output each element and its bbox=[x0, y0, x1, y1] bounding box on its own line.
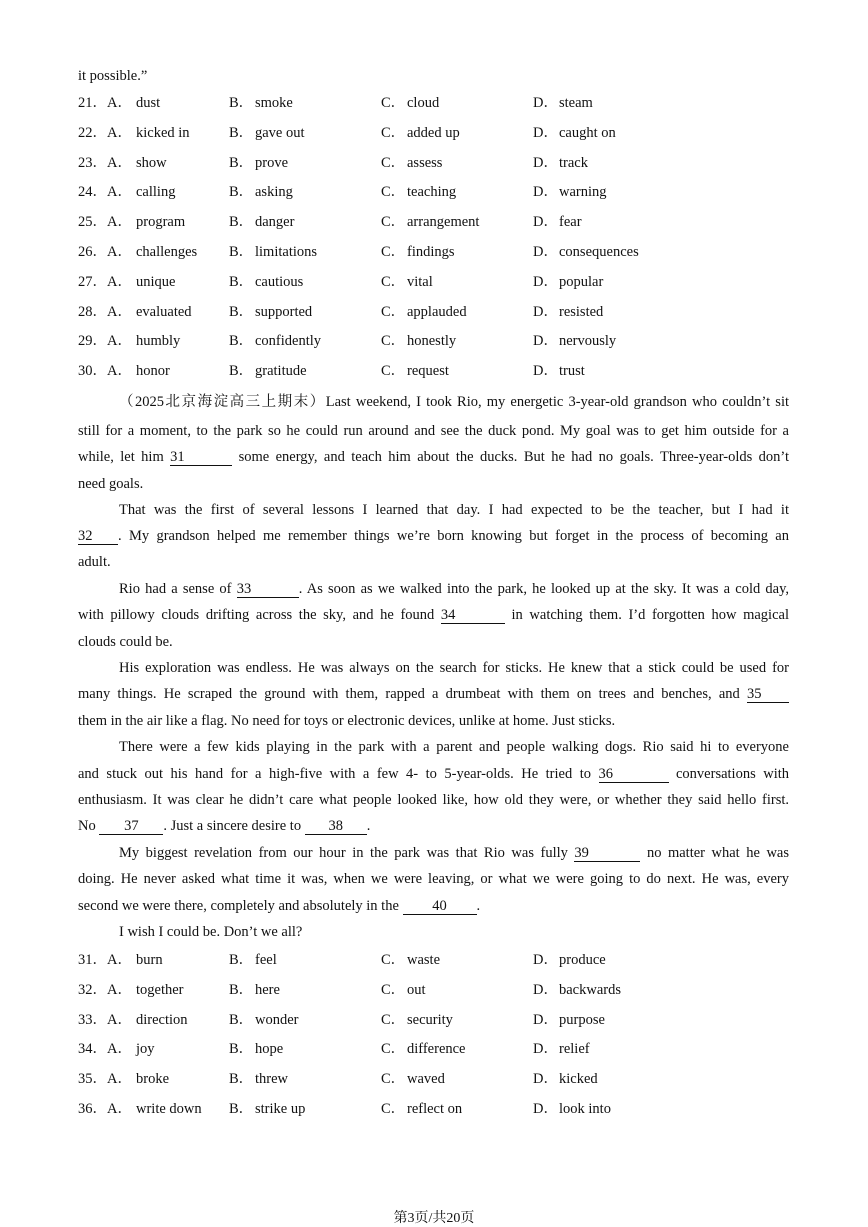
option-letter: A． bbox=[107, 1041, 132, 1058]
option-letter: B． bbox=[229, 363, 254, 380]
passage-line: doing. He never asked what time it was, when we were leaving, or what we were going to do next. He was, every bbox=[78, 871, 789, 887]
option-a: program bbox=[136, 214, 186, 231]
option-b: prove bbox=[255, 154, 289, 171]
option-b: supported bbox=[255, 303, 313, 320]
option-letter: A． bbox=[107, 981, 132, 998]
option-a: humbly bbox=[136, 333, 181, 350]
option-d: kicked bbox=[559, 1071, 598, 1088]
question-row bbox=[78, 951, 798, 969]
option-letter: C． bbox=[381, 1071, 406, 1088]
option-d: nervously bbox=[559, 333, 617, 350]
question-number: 31． bbox=[78, 952, 107, 968]
question-number: 34． bbox=[78, 1041, 107, 1058]
option-letter: B． bbox=[229, 303, 254, 320]
passage-line: clouds could be. bbox=[78, 634, 173, 650]
option-c: waved bbox=[407, 1071, 445, 1088]
option-letter: D． bbox=[533, 244, 558, 260]
question-row bbox=[78, 362, 798, 380]
option-c: reflect on bbox=[407, 1101, 463, 1117]
passage-line: His exploration was endless. He was always on the search for sticks. He knew that a stick could be used for bbox=[119, 660, 789, 676]
blank-33: 33 bbox=[237, 582, 299, 598]
question-number: 25． bbox=[78, 214, 107, 231]
question-row bbox=[78, 154, 798, 172]
option-d: warning bbox=[559, 184, 607, 201]
option-letter: C． bbox=[381, 981, 406, 998]
option-c: request bbox=[407, 363, 449, 380]
option-d: resisted bbox=[559, 303, 604, 320]
question-row bbox=[78, 273, 798, 291]
option-b: hope bbox=[255, 1041, 284, 1058]
option-letter: A． bbox=[107, 244, 132, 260]
passage-line: No 37 . Just a sincere desire to 38 . bbox=[78, 818, 371, 834]
option-letter: D． bbox=[533, 273, 558, 290]
option-letter: C． bbox=[381, 952, 406, 968]
option-c: assess bbox=[407, 154, 443, 171]
option-c: security bbox=[407, 1011, 453, 1028]
option-letter: C． bbox=[381, 333, 406, 350]
option-letter: B． bbox=[229, 1041, 254, 1058]
option-letter: D． bbox=[533, 1011, 558, 1028]
option-letter: D． bbox=[533, 1101, 558, 1117]
option-d: steam bbox=[559, 95, 593, 111]
option-a: burn bbox=[136, 952, 163, 968]
option-b: danger bbox=[255, 214, 295, 231]
question-row bbox=[78, 1011, 798, 1029]
question-number: 28． bbox=[78, 303, 107, 320]
question-row bbox=[78, 1040, 798, 1058]
passage-line: them in the air like a flag. No need for toys or electronic devices, unlike at home. Just sticks. bbox=[78, 713, 616, 729]
blank-37: 37 bbox=[99, 819, 163, 835]
blank-38: 38 bbox=[305, 819, 367, 835]
option-letter: D． bbox=[533, 214, 558, 231]
option-letter: C． bbox=[381, 303, 406, 320]
option-d: trust bbox=[559, 363, 585, 380]
question-number: 21． bbox=[78, 95, 107, 111]
option-letter: D． bbox=[533, 95, 558, 111]
page-footer: 第3页/共20页 bbox=[393, 1211, 475, 1226]
option-d: fear bbox=[559, 214, 582, 231]
question-row bbox=[78, 1070, 798, 1088]
blank-35: 35 bbox=[747, 687, 789, 703]
blank-32: 32 bbox=[78, 529, 118, 545]
option-letter: A． bbox=[107, 154, 132, 171]
question-number: 22． bbox=[78, 124, 107, 141]
option-d: produce bbox=[559, 952, 606, 968]
option-c: applauded bbox=[407, 303, 467, 320]
question-number: 35． bbox=[78, 1071, 107, 1088]
option-letter: D． bbox=[533, 124, 558, 141]
question-number: 24． bbox=[78, 184, 107, 201]
option-letter: C． bbox=[381, 184, 406, 201]
passage-line: （2025北京海淀高三上期末）Last weekend, I took Rio, my energetic 3-year-old grandson who couldn’t sit bbox=[119, 394, 789, 410]
option-letter: D． bbox=[533, 303, 558, 320]
option-letter: A． bbox=[107, 1011, 132, 1028]
option-letter: D． bbox=[533, 1041, 558, 1058]
option-c: difference bbox=[407, 1041, 466, 1058]
option-letter: D． bbox=[533, 184, 558, 201]
blank-39: 39 bbox=[574, 846, 640, 862]
passage-line: still for a moment, to the park so he could run around and see the duck pond. My goal was to get him outside for a bbox=[78, 423, 789, 439]
option-d: purpose bbox=[559, 1011, 605, 1028]
option-d: track bbox=[559, 154, 588, 171]
question-row bbox=[78, 213, 798, 231]
option-letter: A． bbox=[107, 124, 132, 141]
question-number: 32． bbox=[78, 981, 107, 998]
question-number: 33． bbox=[78, 1011, 107, 1028]
passage-line: There were a few kids playing in the park with a parent and people walking dogs. Rio said hi to everyone bbox=[119, 739, 789, 755]
option-letter: D． bbox=[533, 363, 558, 380]
option-letter: B． bbox=[229, 154, 254, 171]
option-a: unique bbox=[136, 273, 176, 290]
option-b: gave out bbox=[255, 124, 305, 141]
option-a: dust bbox=[136, 95, 161, 111]
source-tag: （2025北京海淀高三上期末） bbox=[119, 394, 326, 410]
blank-36: 36 bbox=[599, 767, 669, 783]
option-c: findings bbox=[407, 244, 455, 260]
option-letter: C． bbox=[381, 95, 406, 111]
option-letter: B． bbox=[229, 124, 254, 141]
option-letter: A． bbox=[107, 273, 132, 290]
passage-line: 32 . My grandson helped me remember things we’re born knowing but forget in the process of becoming an bbox=[78, 528, 789, 544]
question-number: 30． bbox=[78, 363, 107, 380]
option-c: arrangement bbox=[407, 214, 480, 231]
option-c: vital bbox=[407, 273, 433, 290]
option-letter: D． bbox=[533, 952, 558, 968]
option-letter: D． bbox=[533, 154, 558, 171]
passage-line: adult. bbox=[78, 554, 111, 570]
option-a: honor bbox=[136, 363, 170, 380]
option-letter: C． bbox=[381, 273, 406, 290]
passage-line: and stuck out his hand for a high-five with a few 4- to 5-year-olds. He tried to 36 conversations with bbox=[78, 766, 790, 782]
option-d: look into bbox=[559, 1101, 611, 1117]
option-letter: B． bbox=[229, 184, 254, 201]
option-b: confidently bbox=[255, 333, 322, 350]
option-a: kicked in bbox=[136, 124, 190, 141]
option-b: smoke bbox=[255, 95, 293, 111]
question-row bbox=[78, 981, 798, 999]
question-row bbox=[78, 124, 798, 142]
option-letter: C． bbox=[381, 214, 406, 231]
passage-line: That was the first of several lessons I learned that day. I had expected to be the teacher, but I had it bbox=[119, 502, 789, 518]
question-number: 26． bbox=[78, 244, 107, 260]
option-a: challenges bbox=[136, 244, 198, 260]
option-a: joy bbox=[136, 1041, 155, 1058]
option-letter: A． bbox=[107, 303, 132, 320]
option-d: caught on bbox=[559, 124, 616, 141]
option-letter: B． bbox=[229, 981, 254, 998]
option-letter: A． bbox=[107, 214, 132, 231]
option-letter: C． bbox=[381, 363, 406, 380]
option-a: show bbox=[136, 154, 167, 171]
question-number: 36． bbox=[78, 1101, 107, 1117]
question-row bbox=[78, 183, 798, 201]
passage-line: second we were there, completely and absolutely in the 40 . bbox=[78, 898, 481, 914]
option-letter: A． bbox=[107, 184, 132, 201]
option-b: gratitude bbox=[255, 363, 307, 380]
question-row bbox=[78, 94, 798, 112]
option-a: calling bbox=[136, 184, 176, 201]
option-letter: C． bbox=[381, 244, 406, 260]
blank-40: 40 bbox=[403, 899, 477, 915]
passage-line: while, let him 31 some energy, and teach him about the ducks. But he had no goals. Three-year-olds don’t bbox=[78, 449, 790, 465]
option-d: backwards bbox=[559, 981, 622, 998]
option-letter: B． bbox=[229, 273, 254, 290]
option-letter: B． bbox=[229, 1011, 254, 1028]
question-number: 29． bbox=[78, 333, 107, 350]
option-b: wonder bbox=[255, 1011, 299, 1028]
option-c: added up bbox=[407, 124, 460, 141]
option-b: asking bbox=[255, 184, 293, 201]
passage-line: Rio had a sense of 33 . As soon as we walked into the park, he looked up at the sky. It was a cold day, bbox=[119, 581, 790, 597]
option-c: honestly bbox=[407, 333, 457, 350]
question-row bbox=[78, 243, 798, 261]
option-letter: C． bbox=[381, 1101, 406, 1117]
question-row bbox=[78, 332, 798, 350]
option-letter: D． bbox=[533, 333, 558, 350]
option-letter: C． bbox=[381, 1041, 406, 1058]
option-c: teaching bbox=[407, 184, 457, 201]
option-c: out bbox=[407, 981, 426, 998]
option-letter: A． bbox=[107, 952, 132, 968]
option-letter: A． bbox=[107, 1071, 132, 1088]
passage-line: many things. He scraped the ground with them, rapped a drumbeat with them on trees and benches, and 35 bbox=[78, 685, 789, 703]
option-d: relief bbox=[559, 1041, 590, 1058]
option-letter: B． bbox=[229, 333, 254, 350]
option-letter: B． bbox=[229, 214, 254, 231]
passage-line: My biggest revelation from our hour in the park was that Rio was fully 39 no matter what he was bbox=[119, 845, 790, 861]
option-letter: D． bbox=[533, 981, 558, 998]
passage-line: need goals. bbox=[78, 476, 144, 492]
option-a: direction bbox=[136, 1011, 188, 1028]
passage-line: enthusiasm. It was clear he didn’t care what people looked like, how old they were, or whether they said hello first. bbox=[78, 792, 789, 808]
option-a: together bbox=[136, 981, 184, 998]
option-letter: A． bbox=[107, 363, 132, 380]
option-b: threw bbox=[255, 1071, 289, 1088]
option-letter: C． bbox=[381, 124, 406, 141]
option-a: evaluated bbox=[136, 303, 192, 320]
blank-31: 31 bbox=[170, 450, 232, 466]
question-number: 23． bbox=[78, 154, 107, 171]
option-d: popular bbox=[559, 273, 604, 290]
option-letter: B． bbox=[229, 244, 254, 260]
option-letter: D． bbox=[533, 1071, 558, 1088]
passage-line: with pillowy clouds drifting across the sky, and he found 34 in watching them. I’d forgotten how magical bbox=[78, 607, 789, 623]
option-letter: B． bbox=[229, 952, 254, 968]
option-letter: C． bbox=[381, 154, 406, 171]
option-letter: A． bbox=[107, 333, 132, 350]
option-a: broke bbox=[136, 1071, 170, 1088]
option-letter: C． bbox=[381, 1011, 406, 1028]
question-row bbox=[78, 1100, 798, 1118]
question-number: 27． bbox=[78, 273, 107, 290]
option-b: feel bbox=[255, 952, 277, 968]
option-b: cautious bbox=[255, 273, 304, 290]
option-letter: A． bbox=[107, 1101, 132, 1117]
option-d: consequences bbox=[559, 244, 639, 260]
option-c: waste bbox=[407, 952, 441, 968]
option-letter: A． bbox=[107, 95, 132, 111]
option-letter: B． bbox=[229, 95, 254, 111]
blank-34: 34 bbox=[441, 608, 505, 624]
question-row bbox=[78, 303, 798, 321]
option-b: here bbox=[255, 981, 280, 998]
passage-line: I wish I could be. Don’t we all? bbox=[119, 924, 303, 940]
option-a: write down bbox=[136, 1101, 202, 1117]
option-letter: B． bbox=[229, 1101, 254, 1117]
option-b: strike up bbox=[255, 1101, 306, 1117]
option-b: limitations bbox=[255, 244, 318, 260]
option-c: cloud bbox=[407, 95, 440, 111]
option-letter: B． bbox=[229, 1071, 254, 1088]
intro-tail-text: it possible.” bbox=[78, 68, 148, 84]
